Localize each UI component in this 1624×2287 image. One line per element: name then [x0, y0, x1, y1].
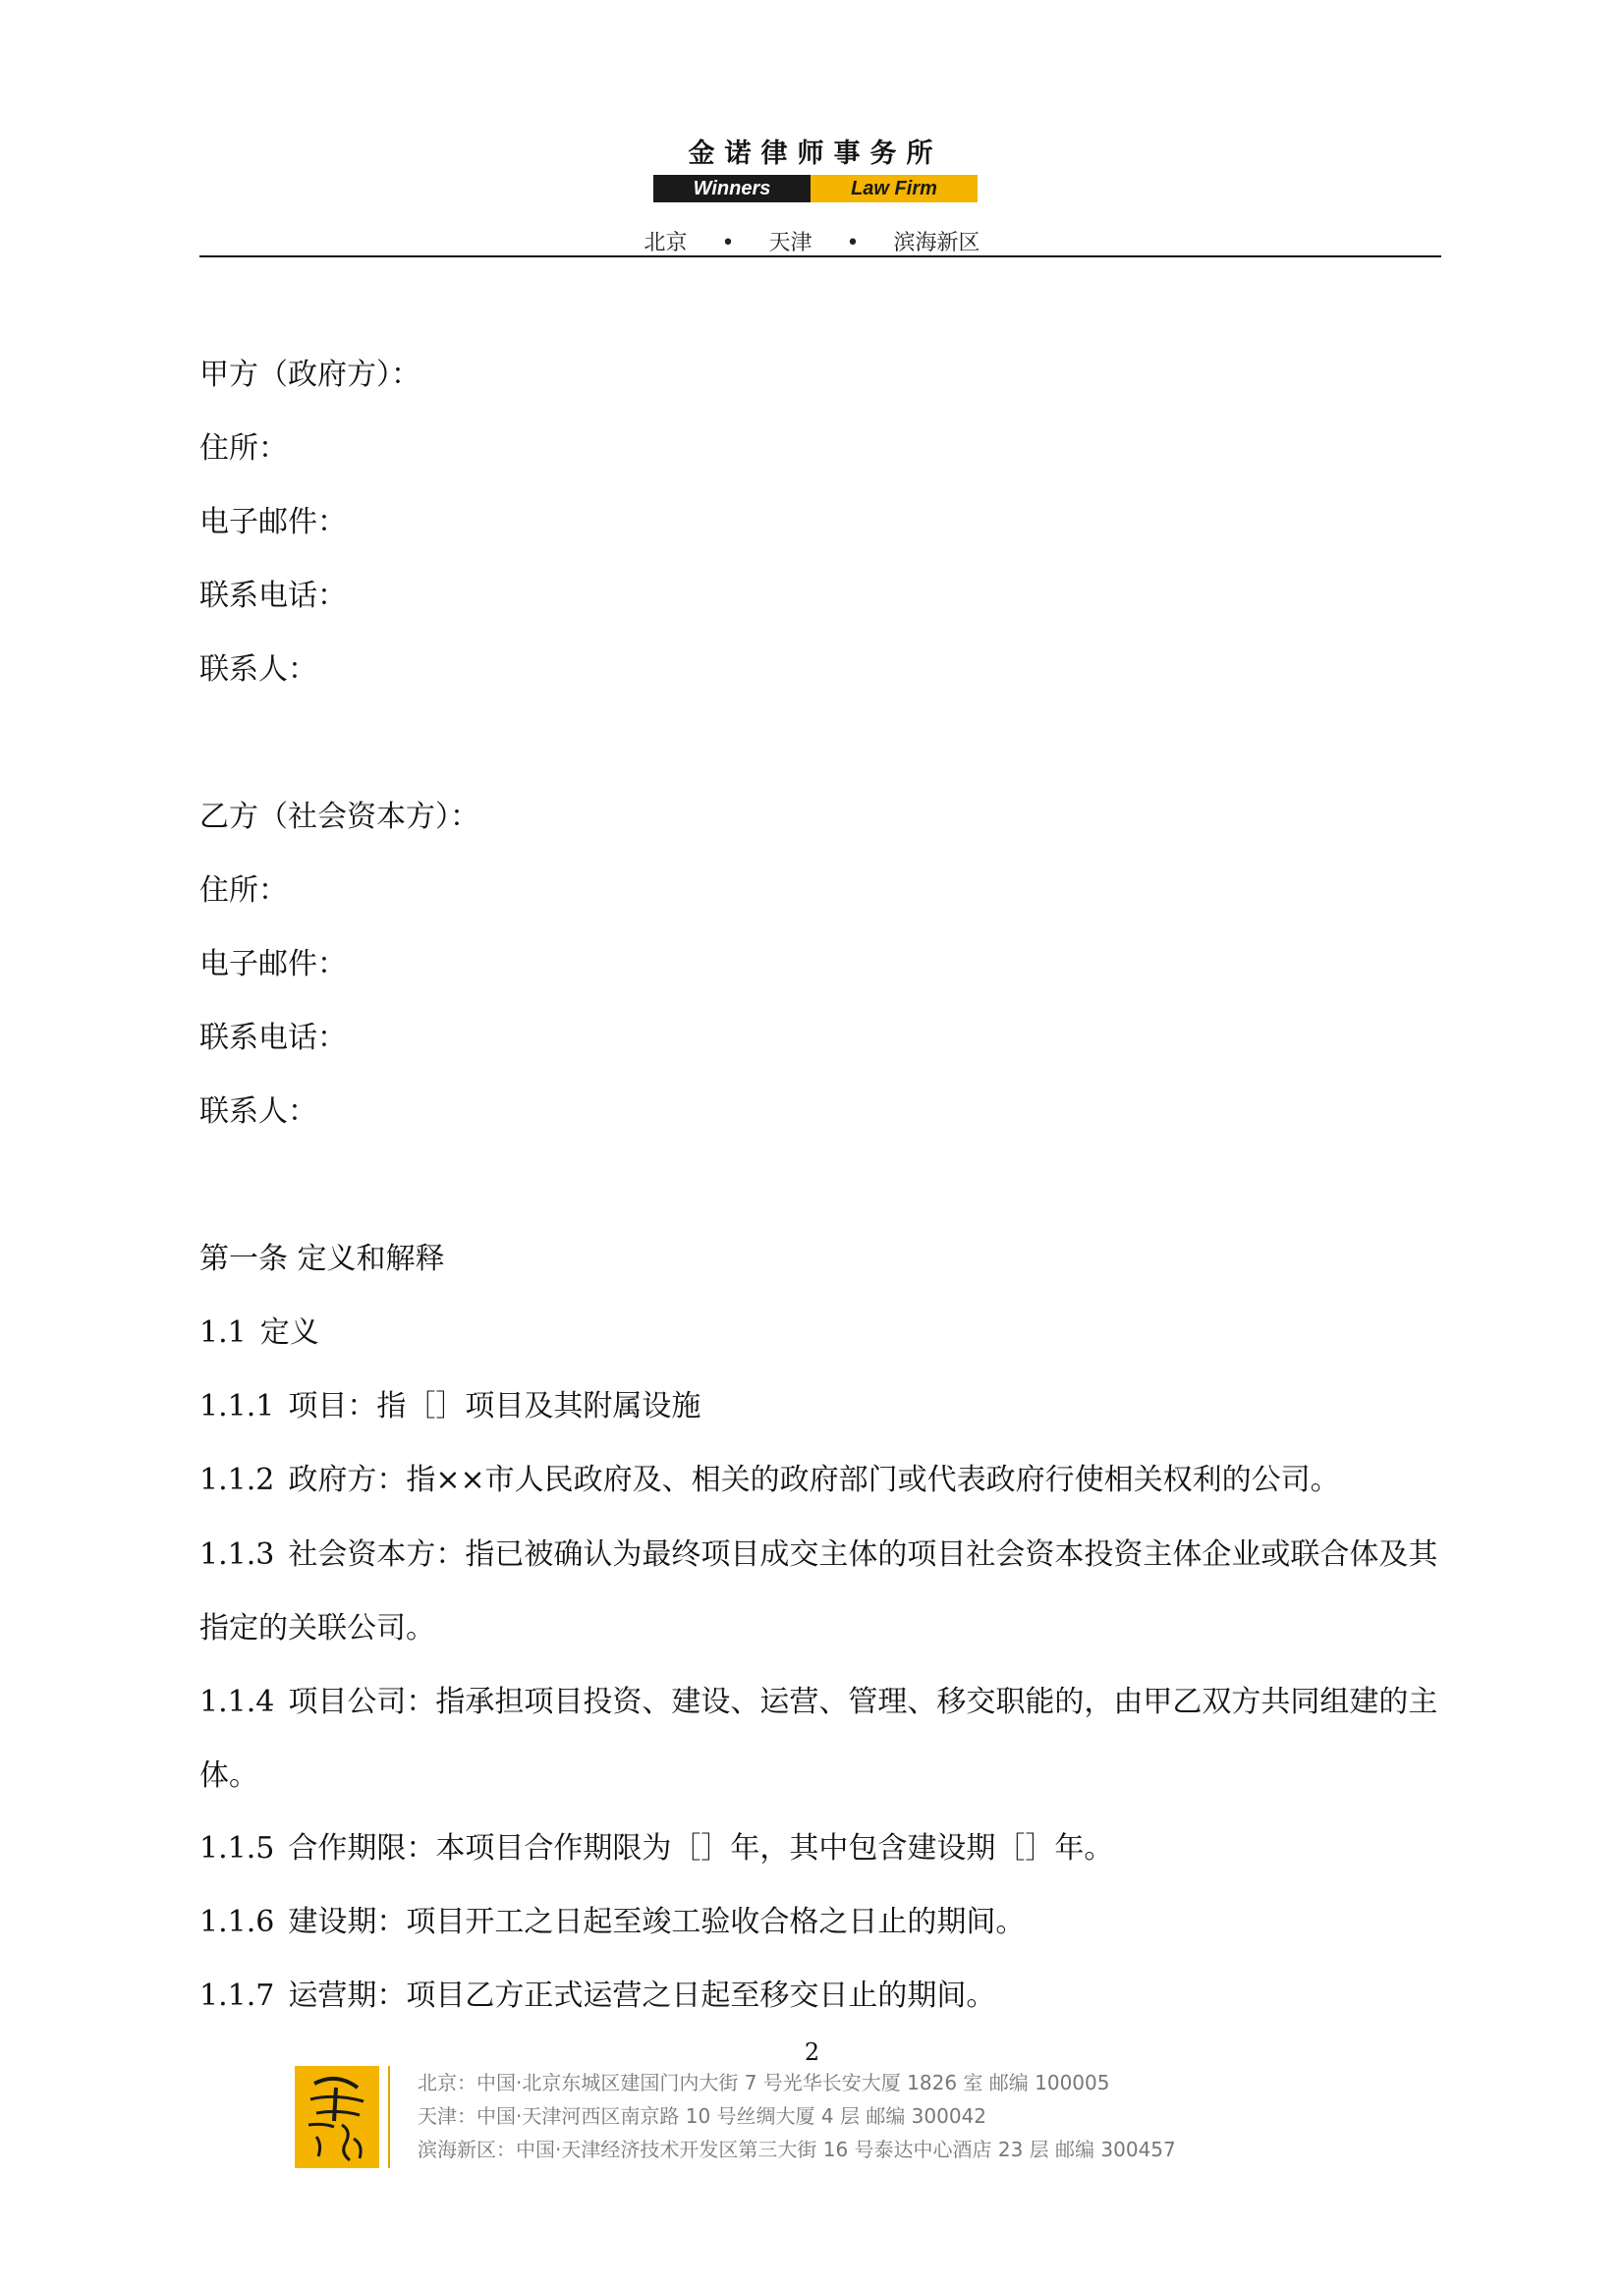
office-cities: [0, 226, 1624, 256]
item-number: 1.1.2: [199, 1463, 275, 1497]
party-a-title: 甲方（政府方）：: [199, 358, 420, 392]
spacer: [199, 1161, 1441, 1235]
item-text: 合作期限：本项目合作期限为［］年，其中包含建设期［］年。: [288, 1831, 1114, 1866]
city-beijing: 北京: [644, 231, 688, 255]
item-text: 建设期：项目开工之日起至竣工验收合格之日止的期间。: [288, 1905, 1026, 1939]
firm-name-en-left: Winners: [653, 175, 811, 202]
section-title: 定义: [259, 1315, 319, 1350]
section-heading: [199, 1309, 1441, 1382]
party-a-email: 电子邮件：: [199, 505, 347, 539]
article-title: 第一条 定义和解释: [199, 1242, 445, 1276]
item-text: 社会资本方：指已被确认为最终项目成交主体的项目社会资本投资主体企业或联合体及其指定的关联公司。: [199, 1537, 1438, 1646]
definition-item: [199, 1972, 1441, 2045]
calligraphy-seal-icon: [295, 2066, 379, 2168]
party-b-block: [199, 793, 1441, 1161]
address-beijing: 北京：中国·北京东城区建国门内大街 7 号光华长安大厦 1826 室 邮编 100005: [418, 2071, 1110, 2094]
item-text: 项目公司：指承担项目投资、建设、运营、管理、移交职能的，由甲乙双方共同组建的主体。: [199, 1685, 1438, 1793]
item-text: 项目：指［］项目及其附属设施: [288, 1389, 701, 1423]
definition-item: [199, 1518, 1441, 1665]
section-number: 1.1: [199, 1315, 247, 1350]
item-number: 1.1.7: [199, 1979, 275, 2013]
party-b-phone: 联系电话：: [199, 1021, 347, 1055]
party-b-email: 电子邮件：: [199, 947, 347, 981]
item-number: 1.1.6: [199, 1905, 275, 1939]
separator-dot: •: [721, 231, 735, 255]
party-a-phone: 联系电话：: [199, 579, 347, 613]
spacer: [199, 719, 1441, 793]
party-b-address: 住所：: [199, 873, 288, 908]
letterhead-footer: [295, 2066, 1375, 2174]
city-tianjin: 天津: [768, 231, 812, 255]
definition-item: [199, 1824, 1441, 1898]
item-number: 1.1.4: [199, 1685, 275, 1719]
definition-item: [199, 1382, 1441, 1456]
party-b-title: 乙方（社会资本方）：: [199, 800, 479, 834]
item-number: 1.1.1: [199, 1389, 275, 1423]
firm-name-en-right: Law Firm: [811, 175, 978, 202]
header-divider: [199, 255, 1441, 257]
document-body: [199, 351, 1441, 2045]
item-number: 1.1.3: [199, 1537, 275, 1572]
item-number: 1.1.5: [199, 1831, 275, 1866]
address-binhai: 滨海新区：中国·天津经济技术开发区第三大街 16 号泰达中心酒店 23 层 邮编 300457: [418, 2138, 1176, 2161]
separator-dot: •: [846, 231, 860, 255]
city-binhai: 滨海新区: [893, 231, 980, 255]
page-number: 2: [804, 2038, 820, 2066]
item-text: 政府方：指××市人民政府及、相关的政府部门或代表政府行使相关权利的公司。: [288, 1463, 1340, 1497]
firm-name-cn: 金诺律师事务所: [688, 139, 943, 169]
article-1: [199, 1235, 1441, 2045]
office-addresses: [418, 2066, 1176, 2166]
definition-item: [199, 1665, 1441, 1813]
firm-name-en: [653, 175, 978, 202]
address-tianjin: 天津：中国·天津河西区南京路 10 号丝绸大厦 4 层 邮编 300042: [418, 2104, 987, 2128]
firm-seal-logo: [295, 2066, 379, 2168]
party-a-address: 住所：: [199, 431, 288, 466]
firm-logo: [653, 138, 978, 202]
party-b-contact: 联系人：: [199, 1094, 317, 1129]
definition-item: [199, 1898, 1441, 1972]
party-a-block: [199, 351, 1441, 719]
footer-vertical-divider: [388, 2066, 390, 2168]
party-a-contact: 联系人：: [199, 652, 317, 687]
item-text: 运营期：项目乙方正式运营之日起至移交日止的期间。: [288, 1979, 996, 2013]
